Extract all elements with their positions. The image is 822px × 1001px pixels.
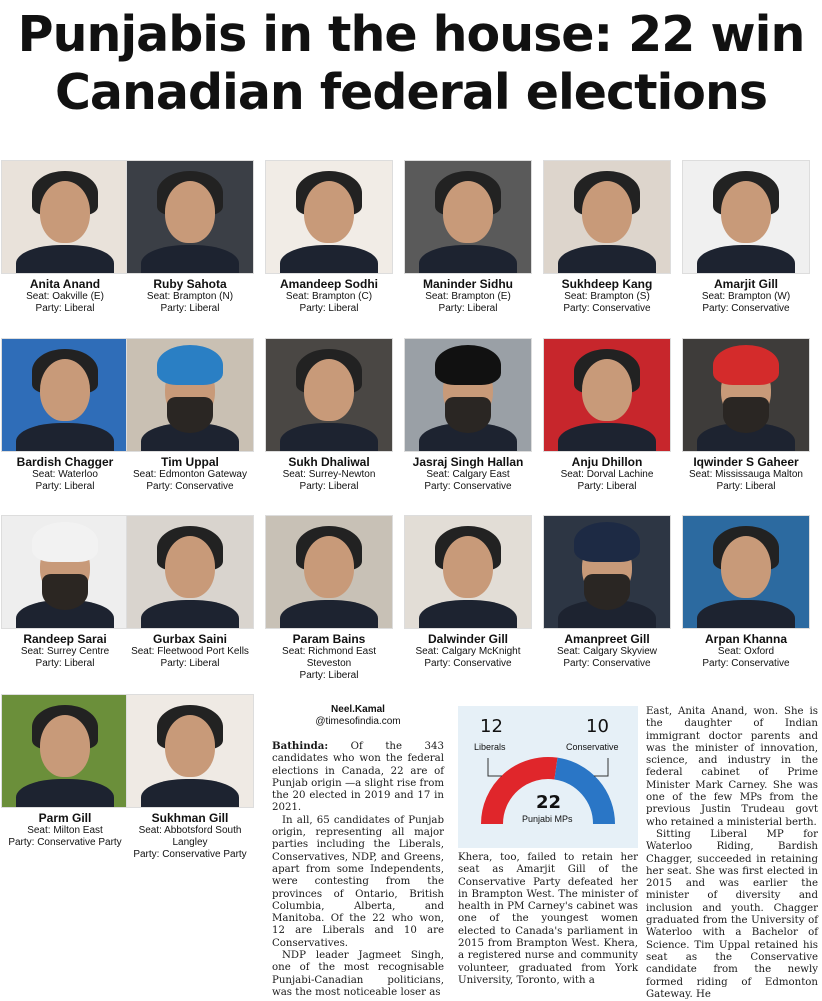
mp-seat: Seat: Milton East — [27, 825, 103, 836]
mp-photo — [1, 160, 129, 274]
mp-name: Tim Uppal — [161, 455, 219, 469]
mp-photo-head — [165, 715, 215, 777]
mp-photo-head — [304, 181, 354, 243]
mp-name: Bardish Chagger — [16, 455, 114, 469]
mp-card — [125, 338, 255, 493]
mp-party: Party: Liberal — [438, 303, 498, 314]
mp-photo-shoulders — [141, 245, 239, 274]
seat-share-graphic — [458, 706, 638, 848]
mp-photo — [404, 515, 532, 629]
mp-party: Party: Liberal — [299, 303, 359, 314]
mp-card — [403, 338, 533, 493]
mp-photo-head — [582, 181, 632, 243]
mp-seat-continued: Langley — [172, 837, 208, 848]
mp-seat: Seat: Mississauga Malton — [689, 469, 803, 480]
mp-seat: Seat: Abbotsford South — [138, 825, 242, 836]
mp-card — [542, 515, 672, 670]
mp-card — [0, 515, 130, 670]
mp-party: Party: Conservative — [146, 481, 234, 492]
mp-photo-beard — [584, 574, 630, 610]
liberals-label: Liberals — [474, 742, 506, 752]
mp-photo — [543, 338, 671, 452]
mp-photo-shoulders — [419, 245, 517, 274]
mp-photo-shoulders — [558, 423, 656, 452]
mp-card — [0, 160, 130, 315]
mp-card — [0, 338, 130, 493]
mp-name: Anita Anand — [29, 277, 101, 291]
mp-name: Maninder Sidhu — [423, 277, 513, 291]
mp-name: Amandeep Sodhi — [279, 277, 378, 291]
mp-photo-turban — [574, 522, 640, 562]
mp-name: Parm Gill — [38, 811, 92, 825]
byline — [272, 704, 444, 728]
mp-photo-turban — [157, 345, 223, 385]
mp-seat: Seat: Richmond East — [282, 646, 376, 657]
mp-seat: Seat: Brampton (E) — [425, 291, 511, 302]
article-paragraph: Sitting Liberal MP for Waterloo Riding, Bardish Chagger, succeeded in retaining her seat. She was first elected in 2015 and was earlier the minister of diversity and inclusion and youth. Chagger graduated from the University of Waterloo with a Bachelor of Science. Tim Uppal retained his seat as the Conservative candidate from the newly formed riding of Edmonton Gateway. He — [646, 828, 818, 1000]
mp-seat: Seat: Edmonton Gateway — [133, 469, 247, 480]
mp-party: Party: Liberal — [160, 303, 220, 314]
mp-photo — [265, 338, 393, 452]
mp-photo-head — [721, 536, 771, 598]
headline: Punjabis in the house: 22 win Canadian federal elections — [17, 6, 805, 121]
mp-photo-shoulders — [141, 600, 239, 629]
mp-seat: Seat: Surrey Centre — [20, 646, 110, 657]
liberals-leader-line — [488, 758, 502, 776]
mp-name: Gurbax Saini — [152, 632, 228, 646]
article-paragraph: NDP leader Jagmeet Singh, one of the most recognisable Punjabi-Canadian politicians, was the most noticeable loser as — [272, 950, 444, 998]
mp-seat: Seat: Calgary Skyview — [556, 646, 658, 657]
mp-photo-head — [40, 359, 90, 421]
mp-seat: Seat: Fleetwood Port Kells — [131, 646, 249, 657]
total-label: Punjabi MPs — [522, 814, 573, 824]
mp-photo — [265, 515, 393, 629]
mp-card — [264, 338, 394, 493]
byline-handle: @timesofindia.com — [315, 716, 401, 727]
mp-photo — [265, 160, 393, 274]
mp-photo-head — [582, 359, 632, 421]
mp-name: Anju Dhillon — [571, 455, 643, 469]
mp-photo — [1, 338, 129, 452]
mp-name: Ruby Sahota — [153, 277, 227, 291]
article-paragraph: In all, 65 candidates of Punjab origin, representing all major parties including the Liberals, Conservatives, NDP, and Greens, apart from some Independents, were contesting from the provinces of Ontario, British Columbia, Alberta, and Manitoba. Of the 22 who won, 12 are Liberals and 10 are Conservatives. — [272, 814, 444, 949]
mp-name: Param Bains — [292, 632, 366, 646]
mp-photo-shoulders — [558, 245, 656, 274]
liberals-count: 12 — [480, 716, 503, 737]
mp-seat: Seat: Oxford — [717, 646, 775, 657]
mp-photo — [126, 338, 254, 452]
mp-seat: Seat: Waterloo — [32, 469, 98, 480]
mp-party: Party: Conservative — [563, 303, 651, 314]
mp-card — [264, 160, 394, 315]
mp-name: Jasraj Singh Hallan — [412, 455, 524, 469]
mp-photo-head — [443, 536, 493, 598]
mp-party: Party: Conservative — [563, 658, 651, 669]
mp-photo-beard — [167, 397, 213, 433]
mp-photo-head — [304, 536, 354, 598]
mp-photo-turban — [713, 345, 779, 385]
mp-photo-shoulders — [16, 779, 114, 808]
mp-party: Party: Liberal — [716, 481, 776, 492]
mp-photo-head — [721, 181, 771, 243]
conservative-leader-line — [594, 758, 608, 776]
article-column-1 — [272, 740, 444, 999]
mp-party: Party: Liberal — [35, 481, 95, 492]
mp-seat: Seat: Calgary McKnight — [415, 646, 521, 657]
mp-photo-shoulders — [280, 423, 378, 452]
mp-card — [542, 338, 672, 493]
mp-photo-head — [40, 181, 90, 243]
mp-photo — [404, 338, 532, 452]
mp-card — [125, 694, 255, 861]
mp-party: Party: Liberal — [299, 670, 359, 681]
mp-name: Randeep Sarai — [23, 632, 107, 646]
mp-photo-head — [165, 536, 215, 598]
mp-photo-beard — [723, 397, 769, 433]
mp-party: Party: Liberal — [35, 303, 95, 314]
mp-card — [0, 694, 130, 849]
mp-photo-beard — [445, 397, 491, 433]
mp-seat-continued: Steveston — [306, 658, 352, 669]
mp-party: Party: Conservative — [702, 303, 790, 314]
mp-party: Party: Liberal — [35, 658, 95, 669]
mp-card — [264, 515, 394, 682]
mp-photo — [543, 160, 671, 274]
mp-party: Party: Liberal — [577, 481, 637, 492]
mp-card — [403, 160, 533, 315]
mp-seat: Seat: Brampton (N) — [146, 291, 234, 302]
article-column-2 — [458, 852, 638, 987]
mp-name: Amarjit Gill — [713, 277, 778, 291]
mp-party: Party: Conservative Party — [8, 837, 122, 848]
mp-seat: Seat: Dorval Lachine — [560, 469, 654, 480]
mp-name: Arpan Khanna — [704, 632, 787, 646]
mp-seat: Seat: Calgary East — [426, 469, 510, 480]
mp-photo — [126, 694, 254, 808]
mp-photo — [682, 515, 810, 629]
mp-name: Sukh Dhaliwal — [288, 455, 370, 469]
mp-photo-shoulders — [280, 245, 378, 274]
mp-photo-shoulders — [697, 245, 795, 274]
mp-seat: Seat: Brampton (C) — [285, 291, 373, 302]
mp-party: Party: Liberal — [299, 481, 359, 492]
mp-seat: Seat: Brampton (S) — [564, 291, 650, 302]
mp-photo-turban — [435, 345, 501, 385]
mp-photo — [126, 160, 254, 274]
mp-party: Party: Conservative Party — [133, 849, 247, 860]
mp-photo — [682, 160, 810, 274]
mp-photo-head — [165, 181, 215, 243]
dateline: Bathinda: — [272, 740, 329, 752]
mp-card — [125, 515, 255, 670]
mp-name: Sukhman Gill — [151, 811, 229, 825]
mp-photo-shoulders — [141, 779, 239, 808]
article-paragraph: Of the 343 candidates who won the federal elections in Canada, 22 are of Punjab origin —a slight rise from the 20 elected in 2019 and 17 in 2021. — [272, 741, 444, 814]
mp-card — [681, 160, 811, 315]
mp-party: Party: Conservative — [424, 481, 512, 492]
mp-photo — [126, 515, 254, 629]
mp-photo-turban — [32, 522, 98, 562]
conservative-label: Conservative — [566, 742, 619, 752]
mp-photo — [682, 338, 810, 452]
article-paragraph: Khera, too, failed to retain her seat as Amarjit Gill of the Conservative Party defeated her in Brampton West. The minister of health in PM Carney's cabinet was one of the youngest women elected to Canada's parliament in 2015 from Brampton West. Khera, a registered nurse and community volunteer, graduated from York University, Toronto, with a — [458, 852, 638, 986]
mp-photo-head — [443, 181, 493, 243]
mp-photo — [543, 515, 671, 629]
byline-name: Neel.Kamal — [331, 704, 385, 715]
mp-photo — [1, 694, 129, 808]
mp-name: Iqwinder S Gaheer — [693, 455, 799, 469]
mp-card — [681, 338, 811, 493]
article-column-3 — [646, 706, 818, 1001]
mp-photo — [404, 160, 532, 274]
mp-card — [681, 515, 811, 670]
mp-photo — [1, 515, 129, 629]
mp-card — [403, 515, 533, 670]
conservative-count: 10 — [586, 716, 609, 737]
mp-photo-shoulders — [419, 600, 517, 629]
mp-photo-head — [304, 359, 354, 421]
mp-seat: Seat: Oakville (E) — [26, 291, 104, 302]
mp-photo-shoulders — [16, 423, 114, 452]
mp-party: Party: Liberal — [160, 658, 220, 669]
total-count: 22 — [536, 792, 562, 813]
mp-photo-shoulders — [697, 600, 795, 629]
mp-name: Amanpreet Gill — [564, 632, 650, 646]
mp-photo-beard — [42, 574, 88, 610]
article-paragraph: East, Anita Anand, won. She is the daughter of Indian immigrant doctor parents and was the minister of innovation, science, and industry in the federal cabinet of Prime Minister Mark Carney. She was one of the few MPs from the previous Justin Trudeau govt who retained a ministerial berth. — [646, 706, 818, 828]
mp-seat: Seat: Surrey-Newton — [282, 469, 376, 480]
mp-photo-head — [40, 715, 90, 777]
mp-photo-shoulders — [16, 245, 114, 274]
mp-card — [125, 160, 255, 315]
mp-seat: Seat: Brampton (W) — [701, 291, 791, 302]
mp-photo-shoulders — [280, 600, 378, 629]
mp-name: Dalwinder Gill — [427, 632, 508, 646]
mp-party: Party: Conservative — [702, 658, 790, 669]
mp-card — [542, 160, 672, 315]
mp-name: Sukhdeep Kang — [561, 277, 653, 291]
mp-party: Party: Conservative — [424, 658, 512, 669]
